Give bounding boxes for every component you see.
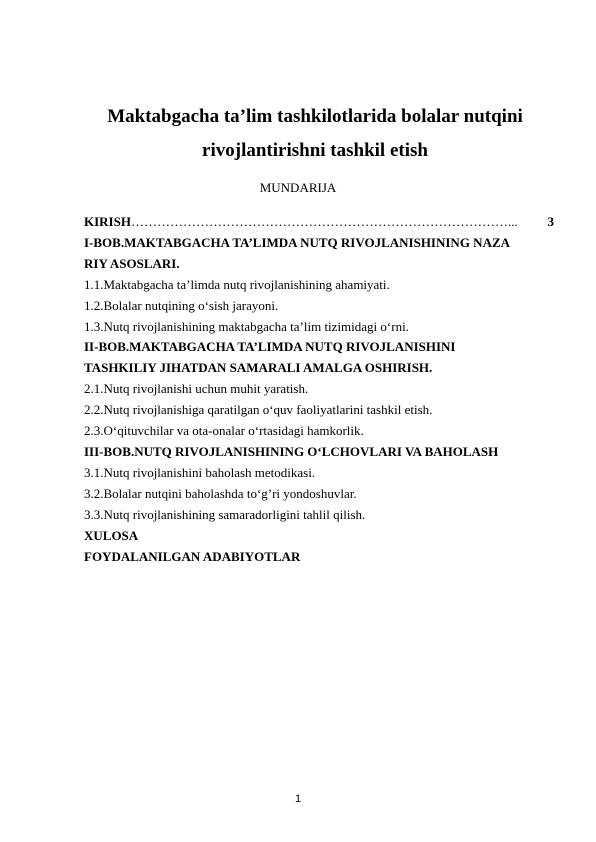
toc-chapter-3: III-BOB.NUTQ RIVOJLANISHINING O‘LCHOVLARI VA BAHOLASH: [84, 443, 499, 459]
toc-section-3-3: 3.3.Nutq rivojlanishining samaradorligini tahlil qilish.: [84, 506, 366, 522]
table-of-contents: [84, 212, 554, 567]
toc-intro-label: KIRISH: [84, 214, 131, 229]
toc-section-3-2: 3.2.Bolalar nutqini baholashda to‘g’ri yondoshuvlar.: [84, 485, 357, 501]
toc-section-2-3: 2.3.O‘qituvchilar va ota-onalar o‘rtasidagi hamkorlik.: [84, 423, 364, 439]
toc-conclusion: XULOSA: [84, 527, 139, 543]
toc-intro-page: 3: [547, 214, 554, 229]
toc-section-2-1: 2.1.Nutq rivojlanishi uchun muhit yaratish.: [84, 381, 309, 397]
toc-references: FOYDALANILGAN ADABIYOTLAR: [84, 548, 301, 564]
toc-section-3-1: 3.1.Nutq rivojlanishini baholash metodikasi.: [84, 464, 316, 480]
page-number: 1: [294, 793, 302, 805]
toc-section-1-3: 1.3.Nutq rivojlanishining maktabgacha ta’lim tizimidagi o‘rni.: [84, 318, 409, 334]
title-line-1: Maktabgacha ta’lim tashkilotlarida bolalar nutqini: [107, 106, 523, 127]
toc-section-1-1: 1.1.Maktabgacha ta’limda nutq rivojlanishining ahamiyati.: [84, 276, 390, 292]
toc-chapter-1-line-2: RIY ASOSLARI.: [84, 255, 180, 271]
toc-chapter-1-line-1: I-BOB.MAKTABGACHA TA’LIMDA NUTQ RIVOJLANISHINING NAZA: [84, 234, 511, 250]
toc-section-2-2: 2.2.Nutq rivojlanishiga qaratilgan o‘quv faoliyatlarini tashkil etish.: [84, 402, 433, 418]
toc-heading: MUNDARIJA: [259, 180, 337, 195]
toc-chapter-2-line-2: TASHKILIY JIHATDAN SAMARALI AMALGA OSHIRISH.: [84, 360, 433, 376]
toc-entry-intro: [84, 212, 554, 233]
toc-leader-dots: ……………………………………………………………………………...: [130, 214, 518, 229]
toc-section-1-2: 1.2.Bolalar nutqining o‘sish jarayoni.: [84, 297, 279, 313]
document-title: [60, 100, 570, 168]
toc-chapter-2-line-1: II-BOB.MAKTABGACHA TA’LIMDA NUTQ RIVOJLANISHINI: [84, 339, 456, 355]
title-line-2: rivojlantirishni tashkil etish: [202, 140, 428, 161]
